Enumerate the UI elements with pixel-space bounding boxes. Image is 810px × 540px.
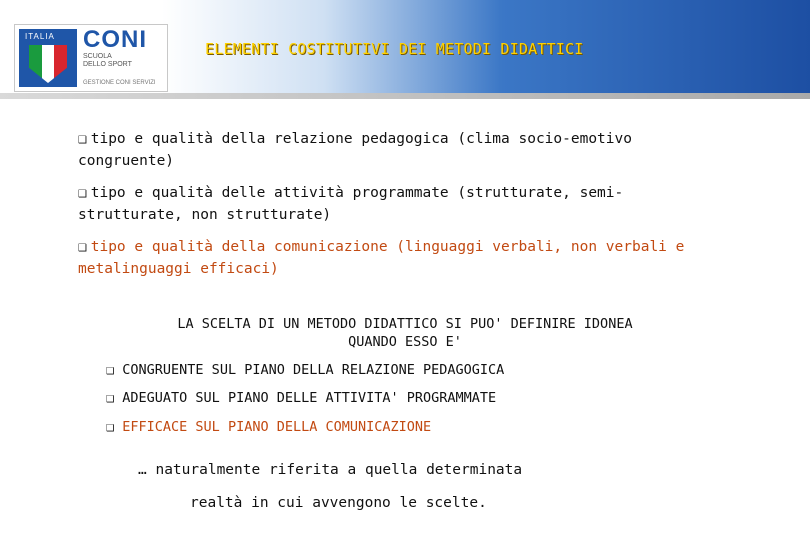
checkbox-bullet-icon: ❑ — [106, 390, 115, 406]
italian-flag-icon — [29, 45, 67, 83]
criterion-adeguato — [106, 390, 496, 406]
note-line-2: realtà in cui avvengono le scelte. — [190, 495, 487, 511]
bullet-attivita-text: tipo e qualità delle attività programmate (strutturate, semi-strutturate, non strutturate) — [78, 185, 624, 223]
italia-shield-icon — [19, 29, 77, 87]
bullet-attivita — [78, 182, 648, 226]
checkbox-bullet-icon: ❑ — [78, 131, 87, 147]
checkbox-bullet-icon: ❑ — [78, 185, 87, 201]
logo-scuola-text: SCUOLA — [83, 53, 112, 60]
checkbox-bullet-icon: ❑ — [106, 419, 115, 435]
criterion-efficace — [106, 419, 431, 435]
header-bar — [0, 0, 810, 95]
bullet-relazione — [78, 128, 678, 172]
page-title: ELEMENTI COSTITUTIVI DEI METODI DIDATTICI — [205, 40, 584, 58]
criterion-congruente-text: CONGRUENTE SUL PIANO DELLA RELAZIONE PEDAGOGICA — [122, 362, 505, 378]
criterion-adeguato-text: ADEGUATO SUL PIANO DELLE ATTIVITA' PROGRAMMATE — [122, 390, 497, 406]
logo-italia-text: ITALIA — [25, 32, 55, 41]
bullet-relazione-text: tipo e qualità della relazione pedagogica (clima socio-emotivo congruente) — [78, 131, 632, 169]
criterion-efficace-text: EFFICACE SUL PIANO DELLA COMUNICAZIONE — [122, 419, 432, 435]
logo-coni-text: CONI — [83, 26, 147, 53]
criterion-congruente — [106, 362, 504, 378]
statement-line-1: LA SCELTA DI UN METODO DIDATTICO SI PUO' DEFINIRE IDONEA — [177, 316, 633, 332]
logo-gestione-text: GESTIONE CONI SERVIZI — [83, 80, 156, 86]
coni-logo — [14, 24, 168, 92]
note-line-1: … naturalmente riferita a quella determinata — [138, 462, 523, 478]
logo-dello-sport-text: DELLO SPORT — [83, 61, 132, 68]
statement-line-2: QUANDO ESSO E' — [348, 334, 462, 350]
checkbox-bullet-icon: ❑ — [106, 362, 115, 378]
bullet-comunicazione — [78, 236, 698, 280]
header-divider — [0, 93, 810, 99]
checkbox-bullet-icon: ❑ — [78, 239, 87, 255]
bullet-comunicazione-text: tipo e qualità della comunicazione (linguaggi verbali, non verbali e metalinguaggi efficaci) — [78, 239, 685, 277]
